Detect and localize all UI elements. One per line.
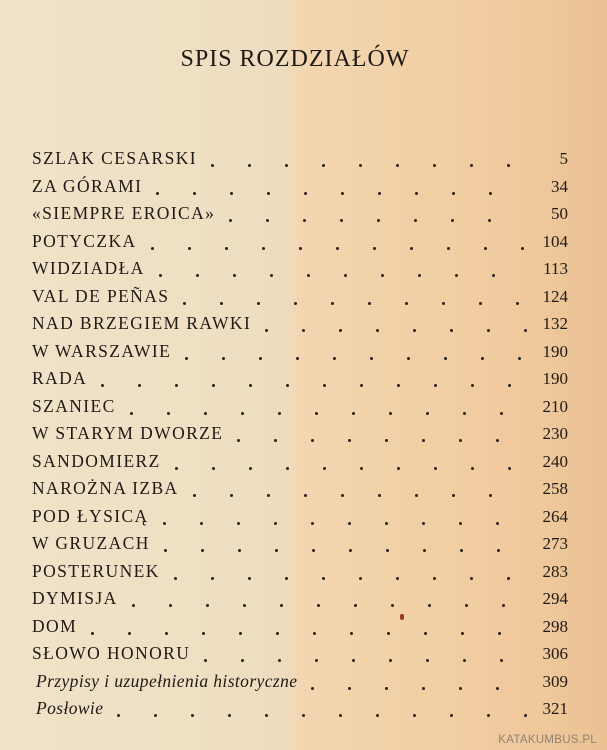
leader-dot (230, 192, 233, 195)
leader-dot (299, 247, 302, 250)
leader-dot (191, 714, 194, 717)
leader-dot (387, 632, 390, 635)
leader-dot (239, 632, 242, 635)
toc-entry (32, 695, 568, 723)
leader-dot (396, 164, 399, 167)
toc-entry-title: DOM (32, 615, 78, 636)
leader-dot (241, 659, 244, 662)
leader-dot (91, 632, 94, 635)
toc-entry (32, 530, 568, 558)
toc-entry-page: 190 (542, 369, 568, 388)
toc-entry-title: WIDZIADŁA (32, 258, 145, 278)
leader-dot (479, 302, 482, 305)
leader-dot (496, 687, 499, 690)
leader-dot (348, 439, 351, 442)
leader-dot (175, 467, 178, 470)
leader-dot (389, 412, 392, 415)
leader-dot (212, 384, 215, 387)
toc-entry-page: 230 (542, 424, 568, 443)
leader-dot (352, 412, 355, 415)
toc-entry (32, 475, 568, 503)
leader-dot (294, 302, 297, 305)
toc-entry-page: 113 (543, 259, 568, 278)
leader-dot (249, 467, 252, 470)
toc-entry-page: 309 (542, 671, 568, 691)
leader-dot (340, 219, 343, 222)
leader-dot (311, 439, 314, 442)
leader-dot (489, 192, 492, 195)
leader-dot (165, 632, 168, 635)
toc-entry-title: RADA (32, 368, 88, 388)
toc-entry-title: NAROŻNA IZBA (32, 478, 179, 498)
leader-dot (508, 467, 511, 470)
leader-dot (222, 357, 225, 360)
leader-dot (507, 164, 510, 167)
leader-dot (322, 577, 325, 580)
leader-dot (463, 659, 466, 662)
leader-dot (267, 494, 270, 497)
leader-dot (463, 412, 466, 415)
leader-dot (508, 384, 511, 387)
toc-entry (32, 200, 568, 228)
leader-dot (206, 604, 209, 607)
toc-entry-title: W WARSZAWIE (32, 340, 172, 361)
leader-dot (188, 247, 191, 250)
leader-dot (378, 192, 381, 195)
toc-entry-page: 50 (551, 204, 568, 223)
leader-dot (470, 577, 473, 580)
leader-dot (183, 302, 186, 305)
leader-dot (484, 247, 487, 250)
leader-dot (315, 412, 318, 415)
toc-entry-title: VAL DE PEÑAS (32, 285, 170, 306)
leader-dot (442, 302, 445, 305)
toc-entry-page: 294 (542, 589, 568, 608)
leader-dot (348, 687, 351, 690)
toc-entry (32, 613, 568, 641)
leader-dot (286, 467, 289, 470)
leader-dot (524, 714, 527, 717)
leader-dot (132, 604, 135, 607)
leader-dot (237, 522, 240, 525)
leader-dot (233, 274, 236, 277)
leader-dot (304, 494, 307, 497)
toc-entry-title: NAD BRZEGIEM RAWKI (32, 313, 252, 333)
leader-dot (496, 522, 499, 525)
leader-dot (265, 329, 268, 332)
table-of-contents (32, 145, 568, 723)
leader-dot (249, 384, 252, 387)
leader-dot (471, 384, 474, 387)
toc-entry-page: 132 (542, 314, 568, 333)
leader-dot (397, 384, 400, 387)
leader-dot (117, 714, 120, 717)
dot-leader (32, 695, 528, 723)
leader-dot (339, 329, 342, 332)
toc-entry (32, 640, 568, 668)
leader-dot (130, 412, 133, 415)
leader-dot (348, 522, 351, 525)
leader-dot (159, 274, 162, 277)
leader-dot (202, 632, 205, 635)
toc-entry (32, 668, 568, 696)
leader-dot (304, 192, 307, 195)
leader-dot (169, 604, 172, 607)
leader-dot (257, 302, 260, 305)
leader-dot (275, 549, 278, 552)
leader-dot (220, 302, 223, 305)
leader-dot (521, 247, 524, 250)
leader-dot (313, 632, 316, 635)
leader-dot (311, 522, 314, 525)
leader-dot (341, 494, 344, 497)
leader-dot (204, 659, 207, 662)
leader-dot (352, 659, 355, 662)
dot-leader (32, 365, 528, 393)
leader-dot (331, 302, 334, 305)
leader-dot (243, 604, 246, 607)
leader-dot (500, 659, 503, 662)
leader-dot (470, 164, 473, 167)
leader-dot (524, 329, 527, 332)
leader-dot (303, 219, 306, 222)
leader-dot (323, 467, 326, 470)
leader-dot (370, 357, 373, 360)
leader-dot (434, 384, 437, 387)
leader-dot (424, 632, 427, 635)
toc-entry-page: 34 (551, 176, 568, 196)
leader-dot (238, 549, 241, 552)
leader-dot (434, 467, 437, 470)
leader-dot (225, 247, 228, 250)
toc-entry-title: POSTERUNEK (32, 560, 160, 581)
toc-entry-page: 258 (542, 479, 568, 498)
leader-dot (230, 494, 233, 497)
leader-dot (359, 164, 362, 167)
toc-entry (32, 283, 568, 311)
leader-dot (447, 247, 450, 250)
toc-entry-title: DYMISJA (32, 588, 118, 608)
leader-dot (465, 604, 468, 607)
leader-dot (333, 357, 336, 360)
toc-entry (32, 393, 568, 421)
toc-entry-title: W GRUZACH (32, 533, 150, 553)
leader-dot (455, 274, 458, 277)
leader-dot (211, 164, 214, 167)
leader-dot (426, 659, 429, 662)
leader-dot (354, 604, 357, 607)
leader-dot (278, 659, 281, 662)
leader-dot (341, 192, 344, 195)
leader-dot (500, 412, 503, 415)
leader-dot (138, 384, 141, 387)
leader-dot (266, 219, 269, 222)
leader-dot (201, 549, 204, 552)
leader-dot (414, 219, 417, 222)
leader-dot (413, 329, 416, 332)
toc-entry-page: 5 (559, 149, 568, 168)
leader-dot (397, 467, 400, 470)
leader-dot (459, 687, 462, 690)
leader-dot (193, 494, 196, 497)
leader-dot (460, 549, 463, 552)
toc-entry-title: «SIEMPRE EROICA» (32, 203, 216, 223)
leader-dot (385, 522, 388, 525)
leader-dot (151, 247, 154, 250)
toc-entry (32, 585, 568, 613)
toc-entry (32, 420, 568, 448)
leader-dot (385, 687, 388, 690)
leader-dot (422, 522, 425, 525)
toc-entry-page: 264 (542, 506, 568, 526)
leader-dot (336, 247, 339, 250)
leader-dot (415, 494, 418, 497)
toc-entry (32, 173, 568, 201)
leader-dot (237, 439, 240, 442)
leader-dot (385, 439, 388, 442)
toc-entry-title: SZANIEC (32, 395, 116, 416)
leader-dot (360, 384, 363, 387)
toc-entry-page: 124 (542, 286, 568, 306)
watermark: KATAKUMBUS.PL (498, 734, 597, 746)
leader-dot (487, 714, 490, 717)
leader-dot (267, 192, 270, 195)
leader-dot (426, 412, 429, 415)
leader-dot (396, 577, 399, 580)
leader-dot (389, 659, 392, 662)
toc-entry (32, 558, 568, 586)
leader-dot (415, 192, 418, 195)
leader-dot (492, 274, 495, 277)
toc-entry (32, 310, 568, 338)
toc-entry-title: ZA GÓRAMI (32, 175, 143, 196)
leader-dot (248, 577, 251, 580)
leader-dot (278, 412, 281, 415)
leader-dot (193, 192, 196, 195)
toc-entry-page: 298 (542, 616, 568, 636)
leader-dot (489, 494, 492, 497)
toc-entry-page: 273 (542, 534, 568, 553)
leader-dot (350, 632, 353, 635)
toc-entry-page: 190 (542, 341, 568, 361)
toc-entry-page: 283 (542, 561, 568, 581)
leader-dot (228, 714, 231, 717)
toc-entry-title: SZLAK CESARSKI (32, 148, 197, 168)
leader-dot (376, 329, 379, 332)
leader-dot (211, 577, 214, 580)
toc-entry-page: 210 (542, 396, 568, 416)
leader-dot (422, 687, 425, 690)
leader-dot (452, 192, 455, 195)
toc-entry-page: 306 (542, 644, 568, 663)
leader-dot (418, 274, 421, 277)
leader-dot (405, 302, 408, 305)
leader-dot (259, 357, 262, 360)
toc-entry-title: Posłowie (36, 698, 104, 718)
leader-dot (154, 714, 157, 717)
toc-entry (32, 365, 568, 393)
leader-dot (518, 357, 521, 360)
leader-dot (185, 357, 188, 360)
leader-dot (433, 577, 436, 580)
leader-dot (323, 384, 326, 387)
leader-dot (270, 274, 273, 277)
leader-dot (128, 632, 131, 635)
leader-dot (407, 357, 410, 360)
leader-dot (174, 577, 177, 580)
leader-dot (516, 302, 519, 305)
leader-dot (163, 522, 166, 525)
leader-dot (378, 494, 381, 497)
leader-dot (175, 384, 178, 387)
leader-dot (471, 467, 474, 470)
toc-entry-title: POD ŁYSICĄ (32, 505, 149, 526)
leader-dot (452, 494, 455, 497)
leader-dot (444, 357, 447, 360)
leader-dot (164, 549, 167, 552)
toc-entry-page: 104 (542, 231, 568, 251)
leader-dot (459, 522, 462, 525)
toc-entry (32, 503, 568, 531)
toc-entry-title: SANDOMIERZ (32, 450, 161, 471)
leader-dot (373, 247, 376, 250)
leader-dot (312, 549, 315, 552)
leader-dot (386, 549, 389, 552)
leader-dot (422, 439, 425, 442)
leader-dot (481, 357, 484, 360)
leader-dot (381, 274, 384, 277)
leader-dot (349, 549, 352, 552)
leader-dot (212, 467, 215, 470)
toc-entry (32, 255, 568, 283)
leader-dot (487, 329, 490, 332)
leader-dot (433, 164, 436, 167)
leader-dot (315, 659, 318, 662)
leader-dot (229, 219, 232, 222)
dot-leader (32, 613, 528, 641)
leader-dot (274, 522, 277, 525)
leader-dot (265, 714, 268, 717)
leader-dot (276, 632, 279, 635)
leader-dot (196, 274, 199, 277)
leader-dot (450, 714, 453, 717)
toc-entry-title: POTYCZKA (32, 230, 137, 251)
ink-spot (400, 614, 404, 620)
leader-dot (302, 329, 305, 332)
page-title: SPIS ROZDZIAŁÓW (180, 46, 410, 72)
toc-entry (32, 448, 568, 476)
leader-dot (344, 274, 347, 277)
leader-dot (376, 714, 379, 717)
leader-dot (428, 604, 431, 607)
leader-dot (241, 412, 244, 415)
leader-dot (423, 549, 426, 552)
leader-dot (262, 247, 265, 250)
leader-dot (496, 439, 499, 442)
leader-dot (368, 302, 371, 305)
leader-dot (498, 632, 501, 635)
leader-dot (307, 274, 310, 277)
toc-entry (32, 228, 568, 256)
toc-entry-title: SŁOWO HONORU (32, 643, 191, 663)
leader-dot (285, 164, 288, 167)
toc-entry-title: W STARYM DWORZE (32, 423, 224, 443)
leader-dot (377, 219, 380, 222)
leader-dot (311, 687, 314, 690)
leader-dot (274, 439, 277, 442)
toc-entry (32, 145, 568, 173)
leader-dot (339, 714, 342, 717)
toc-entry (32, 338, 568, 366)
leader-dot (413, 714, 416, 717)
leader-dot (280, 604, 283, 607)
leader-dot (359, 577, 362, 580)
leader-dot (204, 412, 207, 415)
leader-dot (410, 247, 413, 250)
leader-dot (317, 604, 320, 607)
toc-entry-page: 321 (542, 699, 568, 718)
leader-dot (322, 164, 325, 167)
leader-dot (451, 219, 454, 222)
leader-dot (286, 384, 289, 387)
leader-dot (450, 329, 453, 332)
leader-dot (461, 632, 464, 635)
leader-dot (502, 604, 505, 607)
toc-entry-page: 240 (542, 451, 568, 471)
leader-dot (391, 604, 394, 607)
leader-dot (488, 219, 491, 222)
leader-dot (156, 192, 159, 195)
leader-dot (248, 164, 251, 167)
leader-dot (101, 384, 104, 387)
leader-dot (507, 577, 510, 580)
leader-dot (459, 439, 462, 442)
leader-dot (497, 549, 500, 552)
leader-dot (285, 577, 288, 580)
leader-dot (302, 714, 305, 717)
leader-dot (296, 357, 299, 360)
leader-dot (200, 522, 203, 525)
toc-entry-title: Przypisy i uzupełnienia historyczne (36, 670, 298, 691)
leader-dot (167, 412, 170, 415)
leader-dot (360, 467, 363, 470)
